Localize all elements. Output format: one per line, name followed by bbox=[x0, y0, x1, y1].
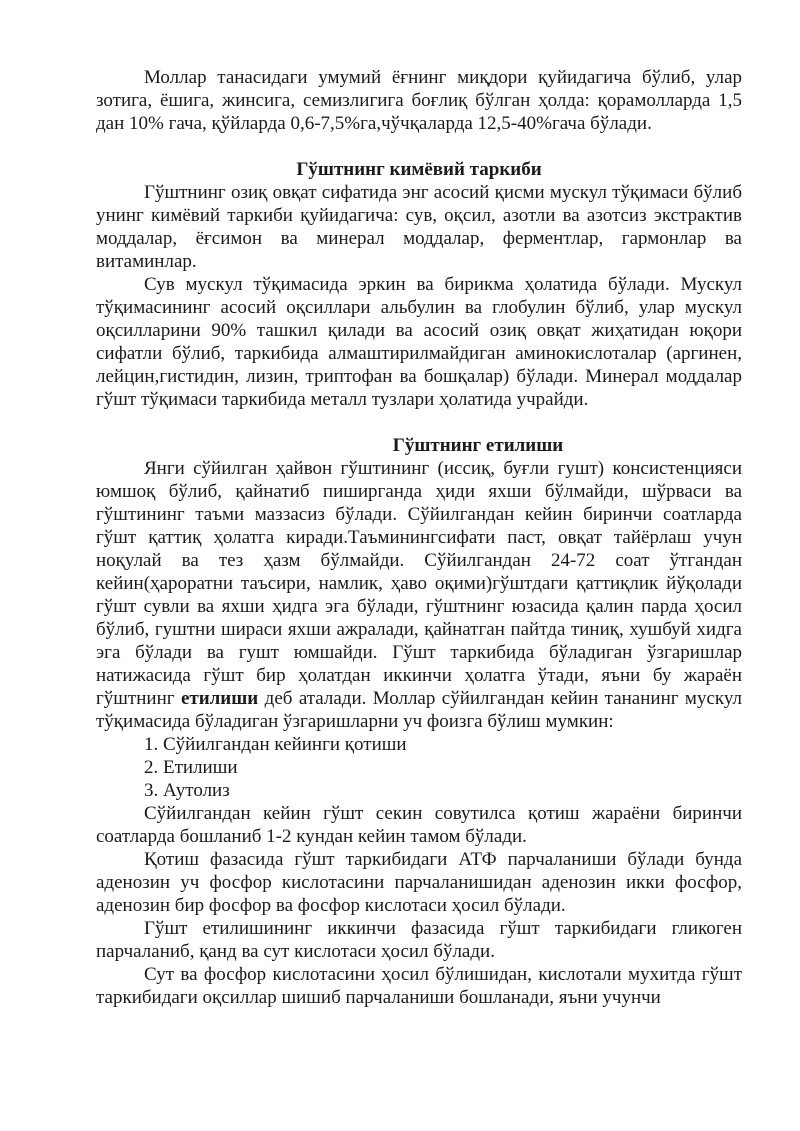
paragraph-text-part: Янги сўйилган ҳайвон гўштининг (иссиқ, буғли гушт) консистенцияси юмшоқ бўлиб, қайнатиб пиширганда ҳиди яхши бўлмайди, шўрваси ва гўштининг таъми маззасиз бўлади. Сўйилгандан кейин биринчи соатларда гўшт қаттиқ ҳолатга киради.Таъминингсифати паст, овқат тайёрлаш учун ноқулай ва тез ҳазм бўлмайди. Сўйилгандан 24-72 соат ўтгандан кейин(ҳароратни таъсири, намлик, ҳаво оқими)гўштдаги қаттиқлик йўқолади гўшт сувли ва яхши ҳидга эга бўлади, гўштнинг юзасида қалин парда ҳосил бўлиб, гуштни шираси яхши ажралади, қайнатган пайтда тиниқ, хушбуй хидга эга бўлади ва гушт юмшайди. Гўшт таркибида бўладиган ўзгаришлар натижасида гўшт бир ҳолатдан иккинчи ҳолатга ўтади, яъни бу жараён гўштнинг bbox=[96, 458, 742, 709]
paragraph-water-proteins: Сув мускул тўқимасида эркин ва бирикма ҳолатида бўлади. Мускул тўқимасининг асосий оқсиллари альбулин ва глобулин бўлиб, улар мускул оқсилларини 90% ташкил қилади ва асосий озиқ овқат жиҳатидан юқори сифатли бўлиб, таркибида алмаштирилмайдиган аминокислоталар (аргинен, лейцин,гистидин, лизин, триптофан ва бошқалар) бўлади. Минерал моддалар гўшт тўқимаси таркибида металл тузлари ҳолатида учрайди. bbox=[96, 274, 742, 410]
paragraph-fat-content: Моллар танасидаги умумий ёғнинг миқдори қуйидагича бўлиб, улар зотига, ёшига, жинсига, семизлигига боғлиқ бўлган ҳолда: қорамолларда 1,5 дан 10% гача, қўйларда 0,6-7,5%га,чўчқаларда 12,5-40%гача бўлади. bbox=[96, 67, 742, 134]
paragraph-glycogen: Гўшт етилишининг иккинчи фазасида гўшт таркибидаги гликоген парчаланиб, қанд ва сут кислотаси ҳосил бўлади. bbox=[96, 918, 742, 962]
paragraph-atp-breakdown: Қотиш фазасида гўшт таркибидаги АТФ парчаланиши бўлади бунда аденозин уч фосфор кислотасини парчаланишидан аденозин икки фосфор, аденозин бир фосфор ва фосфор кислотаси ҳосил бўлади. bbox=[96, 849, 742, 916]
paragraph-text-part: деб аталади. Моллар сўйилгандан кейин тананинг мускул тўқимасида бўладиган ўзгаришларни уч фоизга бўлиш мумкин: bbox=[96, 688, 743, 732]
paragraph-rigor-onset: Сўйилгандан кейин гўшт секин совутилса қотиш жараёни биринчи соатларда бошланиб 1-2 кундан кейин тамом бўлади. bbox=[96, 803, 742, 847]
heading-chemical-composition: Гўштнинг кимёвий таркиби bbox=[296, 159, 542, 180]
list-item: 3. Аутолиз bbox=[144, 780, 230, 801]
blank-line bbox=[96, 411, 742, 434]
paragraph-fresh-meat bbox=[96, 457, 742, 733]
paragraph-muscle-tissue: Гўштнинг озиқ овқат сифатида энг асосий қисми мускул тўқимаси бўлиб унинг кимёвий таркиби қуйидагича: сув, оқсил, азотли ва азотсиз экстрактив моддалар, ёғсимон ва минерал моддалар, ферментлар, гармонлар ва витаминлар. bbox=[96, 182, 742, 272]
list-item: 2. Етилиши bbox=[144, 757, 238, 778]
list-item: 1. Сўйилгандан кейинги қотиши bbox=[144, 734, 407, 755]
heading-meat-ripening: Гўштнинг етилиши bbox=[392, 435, 564, 456]
paragraph-acid-proteins: Сут ва фосфор кислотасини ҳосил бўлишидан, кислотали мухитда гўшт таркибидаги оқсиллар шишиб парчаланиши бошланади, яъни учунчи bbox=[96, 964, 742, 1008]
blank-line bbox=[96, 135, 742, 158]
bold-term-ripening: етилиши bbox=[180, 688, 259, 709]
